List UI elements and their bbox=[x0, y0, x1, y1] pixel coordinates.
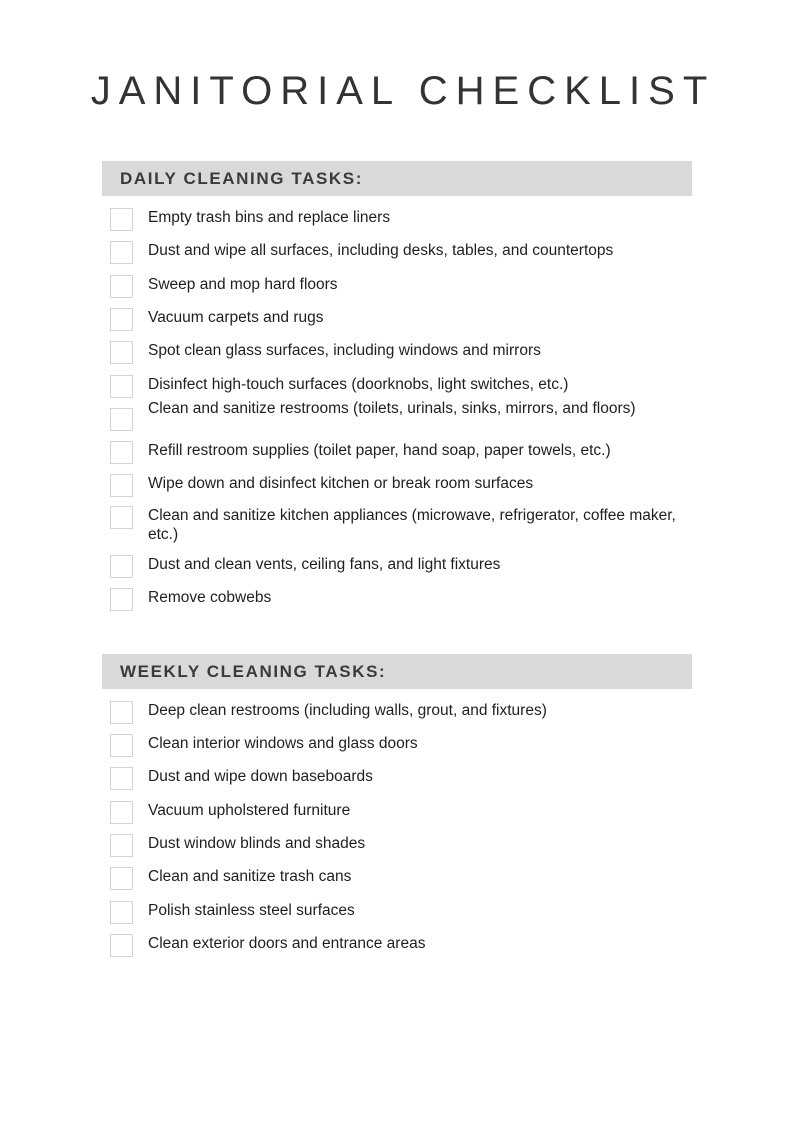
task-label: Clean exterior doors and entrance areas bbox=[148, 935, 426, 952]
checkbox[interactable] bbox=[110, 241, 133, 264]
daily-section-heading: DAILY CLEANING TASKS: bbox=[120, 168, 363, 188]
checkbox[interactable] bbox=[110, 506, 133, 529]
page-title: JANITORIAL CHECKLIST bbox=[90, 69, 716, 113]
task-label: Empty trash bins and replace liners bbox=[148, 209, 391, 226]
task-label: Spot clean glass surfaces, including windows and mirrors bbox=[148, 342, 541, 359]
weekly-task-2 bbox=[110, 734, 668, 757]
daily-task-9 bbox=[110, 474, 668, 497]
task-label: Clean and sanitize kitchen appliances (microwave, refrigerator, coffee maker, etc.) bbox=[148, 507, 676, 543]
task-label: Dust and wipe all surfaces, including desks, tables, and countertops bbox=[148, 242, 614, 259]
checkbox[interactable] bbox=[110, 834, 133, 857]
daily-task-2 bbox=[110, 241, 668, 264]
weekly-section-heading: WEEKLY CLEANING TASKS: bbox=[120, 661, 387, 681]
task-label: Remove cobwebs bbox=[148, 589, 272, 606]
checkbox[interactable] bbox=[110, 588, 133, 611]
task-label: Clean interior windows and glass doors bbox=[148, 735, 418, 752]
daily-task-4 bbox=[110, 308, 668, 331]
daily-task-8 bbox=[110, 441, 668, 464]
daily-task-6 bbox=[110, 375, 668, 398]
daily-task-10 bbox=[110, 506, 678, 544]
checkbox[interactable] bbox=[110, 408, 133, 431]
checkbox[interactable] bbox=[110, 308, 133, 331]
checkbox[interactable] bbox=[110, 767, 133, 790]
checkbox[interactable] bbox=[110, 275, 133, 298]
weekly-task-1 bbox=[110, 701, 668, 724]
task-label: Vacuum carpets and rugs bbox=[148, 309, 324, 326]
weekly-section bbox=[102, 654, 692, 952]
task-label: Dust window blinds and shades bbox=[148, 835, 366, 852]
checkbox[interactable] bbox=[110, 474, 133, 497]
checkbox[interactable] bbox=[110, 441, 133, 464]
daily-task-1 bbox=[110, 208, 668, 231]
weekly-task-4 bbox=[110, 801, 668, 824]
checkbox[interactable] bbox=[110, 555, 133, 578]
weekly-task-5 bbox=[110, 834, 668, 857]
daily-task-5 bbox=[110, 341, 668, 364]
task-label: Polish stainless steel surfaces bbox=[148, 902, 355, 919]
task-label: Dust and wipe down baseboards bbox=[148, 768, 373, 785]
weekly-section-header bbox=[102, 654, 692, 689]
checkbox[interactable] bbox=[110, 934, 133, 957]
checkbox[interactable] bbox=[110, 701, 133, 724]
weekly-task-8 bbox=[110, 934, 668, 957]
checkbox[interactable] bbox=[110, 734, 133, 757]
weekly-task-3 bbox=[110, 767, 668, 790]
daily-section bbox=[102, 161, 692, 606]
task-label: Refill restroom supplies (toilet paper, hand soap, paper towels, etc.) bbox=[148, 442, 611, 459]
checkbox[interactable] bbox=[110, 801, 133, 824]
task-label: Disinfect high-touch surfaces (doorknobs, light switches, etc.) bbox=[148, 376, 569, 393]
task-label: Clean and sanitize trash cans bbox=[148, 868, 352, 885]
daily-task-7 bbox=[110, 399, 648, 431]
daily-task-11 bbox=[110, 555, 668, 578]
checkbox[interactable] bbox=[110, 867, 133, 890]
checkbox[interactable] bbox=[110, 341, 133, 364]
daily-section-header bbox=[102, 161, 692, 196]
task-label: Wipe down and disinfect kitchen or break room surfaces bbox=[148, 475, 534, 492]
checkbox[interactable] bbox=[110, 208, 133, 231]
checkbox[interactable] bbox=[110, 375, 133, 398]
checkbox[interactable] bbox=[110, 901, 133, 924]
task-label: Deep clean restrooms (including walls, grout, and fixtures) bbox=[148, 702, 547, 719]
weekly-task-6 bbox=[110, 867, 668, 890]
weekly-task-7 bbox=[110, 901, 668, 924]
task-label: Sweep and mop hard floors bbox=[148, 276, 338, 293]
task-label: Vacuum upholstered furniture bbox=[148, 802, 351, 819]
daily-task-12 bbox=[110, 588, 668, 611]
task-label: Dust and clean vents, ceiling fans, and light fixtures bbox=[148, 556, 501, 573]
task-label: Clean and sanitize restrooms (toilets, urinals, sinks, mirrors, and floors) bbox=[148, 400, 636, 417]
daily-task-3 bbox=[110, 275, 668, 298]
